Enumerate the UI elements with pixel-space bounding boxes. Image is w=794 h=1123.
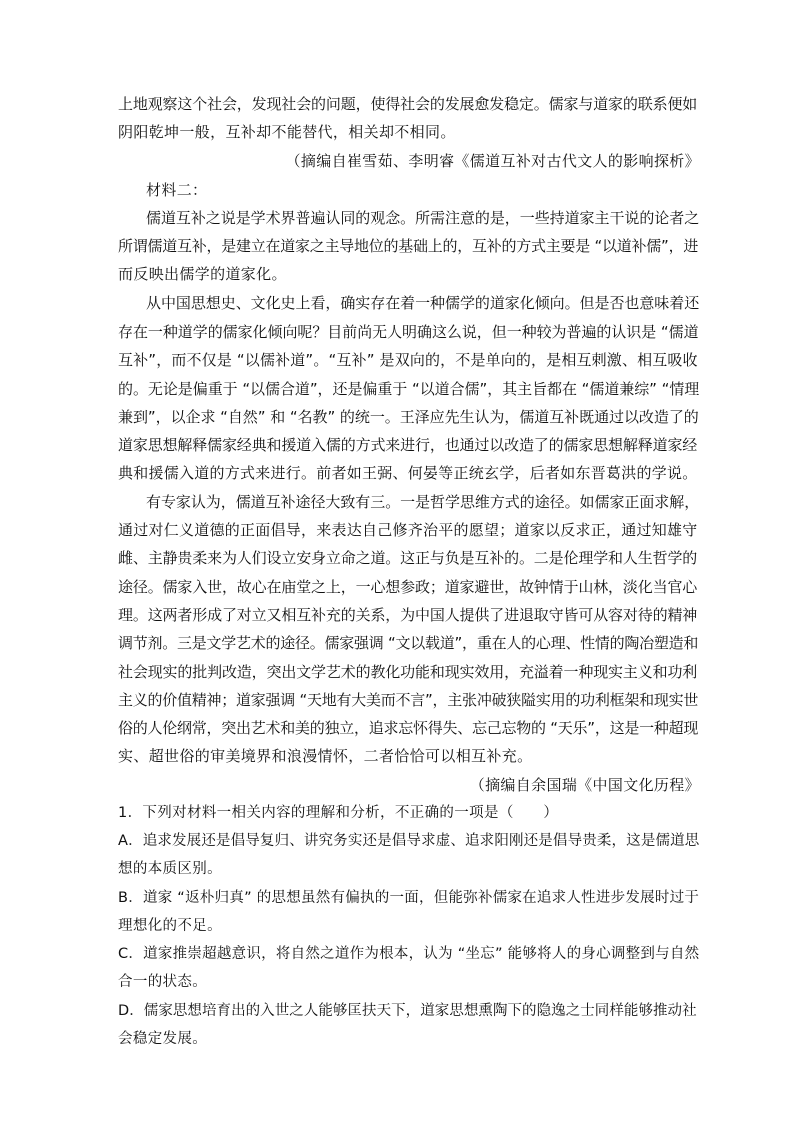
question-stem: 1．下列对材料一相关内容的理解和分析，不正确的一项是（ ） — [118, 805, 559, 821]
text-line: 有专家认为，儒道互补途径大致有三。一是哲学思维方式的途径。如儒家正面求解， — [146, 493, 700, 511]
text-line: 存在一种道学的儒家化倾向呢？目前尚无人明确这么说，但一种较为普遍的认识是 “儒道 — [118, 323, 699, 341]
option-a: A．追求发展还是倡导复归、讲究务实还是倡导求虚、追求阳刚还是倡导贵柔，这是儒道思 — [118, 833, 700, 849]
text-line: 互补”，而不仅是 “以儒补道”。“互补” 是双向的，不是单向的，是相互剌激、相互吸收 — [118, 351, 698, 369]
text-line: 儒道互补之说是学术界普遍认同的观念。所需注意的是，一些持道家主干说的论者之 — [146, 209, 700, 227]
option-d-cont: 会稳定发展。 — [118, 1031, 208, 1047]
text-line: 雌、主静贵柔来为人们设立安身立命之道。这正与负是互补的。二是伦理学和人生哲学的 — [118, 549, 698, 567]
option-b-cont: 理想化的不足。 — [118, 918, 222, 934]
text-line: 阴阳乾坤一般，互补却不能替代，相关却不相同。 — [118, 123, 456, 141]
text-line: 的。无论是偏重于 “以儒合道”，还是偏重于 “以道合儒”，其主旨都在 “儒道兼综” “情理 — [118, 380, 700, 398]
option-a-cont: 想的本质区别。 — [118, 861, 222, 877]
text-line: 通过对仁义道德的正面倡导，来表达自己修齐治平的愿望；道家以反求正，通过知雄守 — [118, 521, 698, 539]
text-line: 典和援儒入道的方式来进行。前者如王弼、何晏等正统玄学，后者如东晋葛洪的学说。 — [118, 464, 698, 482]
option-b: B．道家 “返朴归真” 的思想虽然有偏执的一面，但能弥补儒家在追求人性进步发展时过于 — [118, 890, 700, 906]
citation-2: （摘编自余国瑞《中国文化历程》 — [469, 776, 700, 794]
text-line: 调节剂。三是文学艺术的途径。儒家强调 “文以载道”，重在人的心理、性情的陶冶塑造和 — [118, 634, 699, 652]
text-line: 从中国思想史、文化史上看，确实存在着一种儒学的道家化倾向。但是否也意味着还 — [146, 294, 700, 312]
citation-1: （摘编自崔雪茹、李明睿《儒道互补对古代文人的影响探析》 — [285, 152, 700, 170]
text-line: 主义的价值精神；道家强调 “天地有大美而不言”，主张冲破狭隘实用的功利框架和现实世 — [118, 691, 699, 709]
text-line: 上地观察这个社会，发现社会的问题，使得社会的发展愈发稳定。儒家与道家的联系便如 — [118, 95, 698, 113]
option-d: D．儒家思想培育出的入世之人能够匡扶天下，道家思想熏陶下的隐逸之士同样能够推动社 — [118, 1003, 697, 1019]
text-line: 社会现实的批判改造，突出文学艺术的教化功能和现实效用，充溢着一种现实主义和功利 — [118, 663, 698, 681]
text-line: 所谓儒道互补，是建立在道家之主导地位的基础上的，互补的方式主要是 “以道补儒”，进 — [118, 237, 699, 255]
text-line: 兼到”，以企求 “自然” 和 “名教” 的统一。王泽应先生认为，儒道互补既通过以改造了的 — [118, 408, 699, 426]
section-heading-material-2: 材料二： — [146, 181, 208, 199]
text-line: 道家思想解释儒家经典和援道入儒的方式来进行，也通过以改造了的儒家思想解释道家经 — [118, 436, 698, 454]
option-c: C．道家推崇超越意识，将自然之道作为根本，认为 “坐忘” 能够将人的身心调整到与自然 — [118, 946, 700, 962]
text-line: 实、超世俗的审美境界和浪漫情怀，二者恰恰可以相互补充。 — [118, 747, 533, 765]
text-line: 途径。儒家入世，故心在庙堂之上，一心想参政；道家避世，故钟情于山林，淡化当官心 — [118, 578, 698, 596]
text-line: 俗的人伦纲常，突出艺术和美的独立，追求忘怀得失、忘己忘物的 “天乐”，这是一种超现 — [118, 719, 699, 737]
option-c-cont: 合一的状态。 — [118, 974, 208, 990]
text-line: 而反映出儒学的道家化。 — [118, 265, 287, 283]
text-line: 理。这两者形成了对立又相互补充的关系，为中国人提供了进退取守皆可从容对待的精神 — [118, 606, 698, 624]
